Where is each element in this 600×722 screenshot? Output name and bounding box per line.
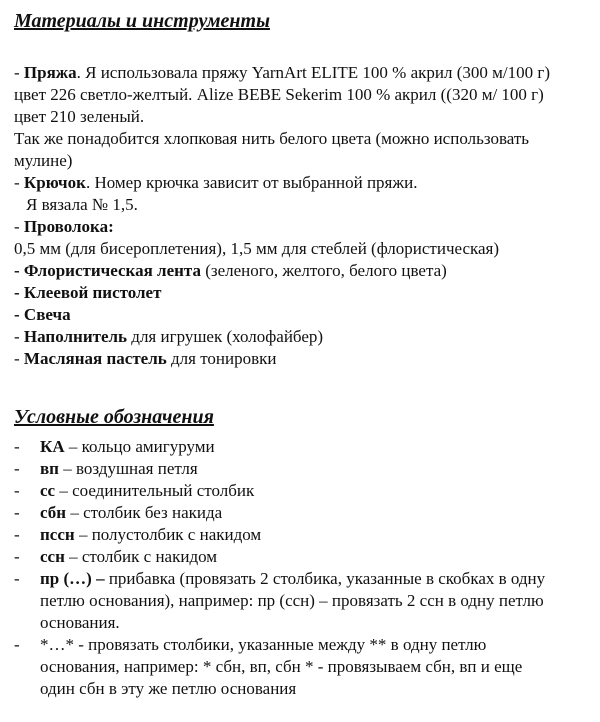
legend-term: пссн <box>40 525 75 544</box>
legend-text: прибавка (провязать 2 столбика, указанные в скобках в одну <box>104 569 546 588</box>
legend-dash: - <box>14 525 20 544</box>
legend-list <box>14 436 586 700</box>
yarn-text-3: цвет 210 зеленый. <box>14 107 145 126</box>
legend-text: – соединительный столбик <box>55 481 255 500</box>
legend-text: – столбик без накида <box>66 503 223 522</box>
legend-line <box>40 590 586 612</box>
legend-line <box>40 634 586 656</box>
wire-prefix: - <box>14 217 24 236</box>
materials-title: Материалы и инструменты <box>14 10 270 32</box>
legend-line <box>40 656 586 678</box>
legend-text: один сбн в эту же петлю основания <box>40 679 297 698</box>
hook-prefix: - <box>14 173 24 192</box>
cotton-line-1: Так же понадобится хлопковая нить белого цвета (можно использовать <box>14 129 530 148</box>
pastel-term: Масляная пастель <box>23 349 167 368</box>
legend-line <box>40 480 586 502</box>
legend-term: вп <box>40 459 59 478</box>
tape-text: (зеленого, желтого, белого цвета) <box>200 261 447 280</box>
legend-title: Условные обозначения <box>14 406 214 428</box>
legend-term: КА <box>40 437 65 456</box>
legend-term: сс <box>40 481 56 500</box>
legend-dash: - <box>14 459 20 478</box>
pastel-prefix: - <box>14 349 24 368</box>
glue-prefix: - <box>14 283 24 302</box>
yarn-prefix: - <box>14 63 24 82</box>
glue-term: Клеевой пистолет <box>23 283 162 302</box>
filler-text: для игрушек (холофайбер) <box>127 327 324 346</box>
hook-text: . Номер крючка зависит от выбранной пряжи. <box>85 173 418 192</box>
tape-term: Флористическая лента <box>23 261 201 280</box>
wire-term: Проволока: <box>23 217 114 236</box>
legend-line <box>40 546 586 568</box>
legend-item <box>14 502 586 524</box>
legend-item <box>14 634 586 700</box>
wire-text: 0,5 мм (для бисероплетения), 1,5 мм для стеблей (флористическая) <box>14 239 500 258</box>
hook-paragraph <box>14 172 586 194</box>
legend-text: *…* - провязать столбики, указанные между ** в одну петлю <box>40 635 487 654</box>
pastel-text: для тонировки <box>166 349 277 368</box>
yarn-text-2: цвет 226 светло-желтый. Alize BEBE Sekerim 100 % акрил ((320 м/ 100 г) <box>14 85 544 104</box>
cotton-line-2: мулине) <box>14 151 73 170</box>
legend-line <box>40 612 586 634</box>
legend-dash: - <box>14 569 20 588</box>
tape-paragraph <box>14 260 586 282</box>
legend-line <box>40 502 586 524</box>
materials-section <box>14 8 586 370</box>
legend-line <box>40 568 586 590</box>
filler-paragraph <box>14 326 586 348</box>
legend-text: петлю основания), например: пр (ссн) – провязать 2 ссн в одну петлю <box>40 591 544 610</box>
legend-item <box>14 524 586 546</box>
candle-term: Свеча <box>23 305 71 324</box>
legend-text: – кольцо амигуруми <box>64 437 215 456</box>
legend-line <box>40 436 586 458</box>
legend-dash: - <box>14 481 20 500</box>
yarn-text-1: . Я использовала пряжу YarnArt ELITE 100 % акрил (300 м/100 г) <box>76 63 550 82</box>
candle-prefix: - <box>14 305 24 324</box>
legend-term: сбн <box>40 503 67 522</box>
yarn-term: Пряжа <box>23 63 77 82</box>
candle-paragraph <box>14 304 586 326</box>
legend-text: основания, например: * сбн, вп, сбн * - провязываем сбн, вп и еще <box>40 657 523 676</box>
legend-section <box>14 404 586 700</box>
legend-line <box>40 524 586 546</box>
legend-term: ссн <box>40 547 65 566</box>
filler-prefix: - <box>14 327 24 346</box>
hook-note: Я вязала № 1,5. <box>26 195 138 214</box>
hook-term: Крючок <box>23 173 86 192</box>
legend-dash: - <box>14 547 20 566</box>
legend-term: пр (…) – <box>40 569 105 588</box>
legend-dash: - <box>14 503 20 522</box>
legend-line <box>40 678 586 700</box>
tape-prefix: - <box>14 261 24 280</box>
legend-text: – столбик с накидом <box>64 547 218 566</box>
legend-item <box>14 436 586 458</box>
legend-item <box>14 546 586 568</box>
legend-item <box>14 458 586 480</box>
filler-term: Наполнитель <box>23 327 128 346</box>
legend-dash: - <box>14 437 20 456</box>
legend-line <box>40 458 586 480</box>
wire-heading <box>14 216 586 238</box>
legend-item <box>14 568 586 634</box>
legend-text: основания. <box>40 613 120 632</box>
yarn-paragraph <box>14 62 586 84</box>
legend-text: – полустолбик с накидом <box>74 525 262 544</box>
legend-dash: - <box>14 635 20 654</box>
pastel-paragraph <box>14 348 586 370</box>
legend-text: – воздушная петля <box>58 459 198 478</box>
glue-paragraph <box>14 282 586 304</box>
legend-item <box>14 480 586 502</box>
